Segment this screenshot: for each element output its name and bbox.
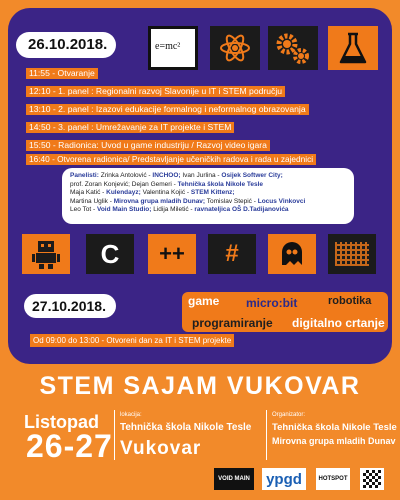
panelist-org: Tehnička škola Nikole Tesle xyxy=(177,180,264,188)
panelist-name: Ivan Jurlina - xyxy=(180,172,222,179)
tag-programiranje: programiranje xyxy=(192,316,273,330)
gears-icon xyxy=(268,26,318,70)
plus-plus-icon: ++ xyxy=(148,234,196,274)
formula-icon xyxy=(148,26,198,70)
location-label: lokacija: xyxy=(120,412,142,418)
ypgd-logo: ypgd xyxy=(262,468,306,490)
day2-date: 27.10.2018. xyxy=(24,294,116,318)
panelist-org: Void Main Studio; xyxy=(96,206,152,214)
ghost-icon xyxy=(268,234,316,274)
panelist-org: STEM Kittenz; xyxy=(190,189,235,197)
schedule-item: 12:10 - 1. panel : Regionalni razvoj Slavonije u IT i STEM području xyxy=(26,86,285,97)
event-days: 26-27 xyxy=(26,428,113,464)
schedule-item: 15:50 - Radionica: Uvod u game industriju / Razvoj video igara xyxy=(26,140,270,151)
tag-digitalno: digitalno crtanje xyxy=(292,316,385,330)
divider xyxy=(266,410,267,460)
panelist-name: Tomislav Stepić - xyxy=(205,197,258,205)
schedule-item: 13:10 - 2. panel : Izazovi edukacije formalnog i neformalnog obrazovanja xyxy=(26,104,309,115)
panelist-name: prof. Zoran Konjević; Dejan Gemeri - xyxy=(70,180,178,188)
panelist-name: Lidija Miletić - xyxy=(151,206,195,214)
day1-date: 26.10.2018. xyxy=(16,32,116,58)
organizer-label: Organizator: xyxy=(272,412,306,418)
schedule-item: 16:40 - Otvorena radionica/ Predstavljanje učeničkih radova i rada u zajednici xyxy=(26,154,316,165)
day2-schedule: Od 09:00 do 13:00 - Otvoreni dan za IT i STEM projekte xyxy=(30,334,234,347)
tag-robotika: robotika xyxy=(328,295,372,307)
hotspot-logo: HOTSPOT xyxy=(316,468,350,490)
maze-icon xyxy=(328,234,376,274)
flask-icon xyxy=(328,26,378,70)
panelists-box xyxy=(62,168,354,224)
hash-icon: # xyxy=(208,234,256,274)
qr-code-icon xyxy=(360,468,384,490)
location-school: Tehnička škola Nikole Tesle xyxy=(120,422,252,433)
tag-microbit: micro:bit xyxy=(246,296,298,310)
c-language-icon: C xyxy=(86,234,134,274)
panelist-org: Locus Vinkovci xyxy=(257,197,306,205)
topics-box xyxy=(182,292,388,332)
panelist-org: Kulendayz; xyxy=(106,189,141,197)
voidmain-logo: VOID MAIN xyxy=(214,468,254,490)
panelist-org: ravnateljica OŠ D.Tadijanovića xyxy=(194,206,289,214)
schedule-item: 14:50 - 3. panel : Umrežavanje za IT projekte i STEM xyxy=(26,122,234,133)
panelist-org: Mirovna grupa mladih Dunav; xyxy=(113,197,206,205)
panelist-org: Osijek Softwer City; xyxy=(221,172,283,179)
panelist-name: Zrinka Antolović - xyxy=(100,172,153,179)
panelist-org: INCHOO; xyxy=(152,172,181,179)
organizer-1: Tehnička škola Nikole Tesle xyxy=(272,422,397,433)
event-title: STEM SAJAM VUKOVAR xyxy=(39,372,361,400)
robot-icon xyxy=(22,234,70,274)
panelist-name: Valentina Kojić - xyxy=(140,189,191,197)
organizer-2: Mirovna grupa mladih Dunav xyxy=(272,436,396,446)
panelist-name: Maja Katić - xyxy=(70,189,107,197)
atom-icon xyxy=(210,26,260,70)
formula-text: e=mc² xyxy=(155,41,181,52)
divider xyxy=(114,410,115,460)
tag-game: game xyxy=(188,294,220,308)
schedule-item: 11:55 - Otvaranje xyxy=(26,68,98,79)
event-month: Listopad xyxy=(24,412,99,432)
panelist-name: Leo Tot - xyxy=(70,206,97,214)
location-city: Vukovar xyxy=(120,438,202,459)
panelist-name: Martina Uglik - xyxy=(70,197,114,205)
panelists-label: Panelisti: xyxy=(70,172,99,179)
